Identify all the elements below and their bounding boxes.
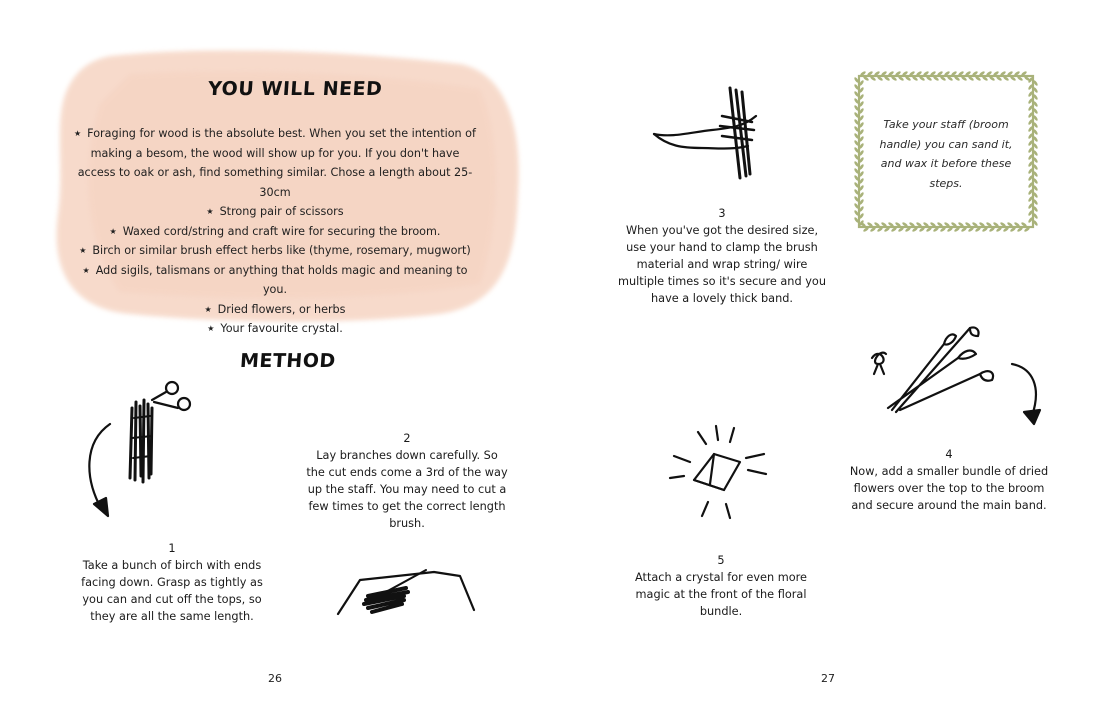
hand-clamp-icon [652,86,772,186]
star-bullet-icon: ★ [207,324,215,333]
left-page [0,0,551,704]
step-text: Now, add a smaller bundle of dried flowers over the top to the broom and secure around the main band. [849,465,1049,512]
scissors-birch-icon [120,378,200,488]
flowers-bundle-icon [860,324,1050,424]
list-item: ★ Strong pair of scissors [206,205,344,218]
star-bullet-icon: ★ [74,129,82,138]
step-number: 5 [717,554,725,567]
list-item: ★ Birch or similar brush effect herbs like (thyme, rosemary, mugwort) [79,244,471,257]
page-number: 26 [268,672,282,685]
tip-box-text: Take your staff (broom handle) you can sand it, and wax it before these steps. [879,118,1013,190]
step-number: 2 [403,432,411,445]
list-item: ★ Dried flowers, or herbs [204,302,346,316]
star-bullet-icon: ★ [206,207,214,216]
step-text: When you've got the desired size, use your hand to clamp the brush material and wrap string/ wire multiple times so it's secure and you have a lovely thick band. [617,224,826,305]
step-text: Take a bunch of birch with ends facing down. Grasp as tightly as you can and cut off the tops, so they are all the same length. [81,559,263,623]
step-number: 4 [945,448,953,461]
you-will-need-heading: YOU WILL NEED [207,78,384,100]
materials-list [70,124,480,339]
step-1 [74,540,270,625]
list-item: ★ Foraging for wood is the absolute best. When you set the intention of making a besom, the wood will show up for you. If you don't have access to oak or ash, find something similar. Chose a length about 25-30cm [74,127,476,199]
star-bullet-icon: ★ [204,304,212,314]
star-bullet-icon: ★ [82,265,90,275]
step-number: 1 [168,542,176,555]
step-5 [628,552,814,620]
list-item: ★ Add sigils, talismans or anything that holds magic and meaning to you. [82,263,468,296]
step-text: Attach a crystal for even more magic at the front of the floral bundle. [634,571,808,618]
step-2 [306,430,508,532]
lay-branches-icon [334,560,480,620]
page-number: 27 [821,672,835,685]
list-item: ★ Your favourite crystal. [207,322,343,335]
star-bullet-icon: ★ [109,226,117,236]
method-heading: METHOD [239,350,337,372]
crystal-icon [668,418,772,522]
curved-arrow-icon [80,418,130,518]
step-3 [615,205,829,307]
step-number: 3 [718,207,726,220]
step-text: Lay branches down carefully. So the cut ends come a 3rd of the way up the staff. You may need to cut a few times to get the correct length brush. [306,449,508,530]
list-item: ★ Waxed cord/string and craft wire for securing the broom. [109,224,441,238]
step-4 [846,446,1052,514]
star-bullet-icon: ★ [79,246,87,255]
